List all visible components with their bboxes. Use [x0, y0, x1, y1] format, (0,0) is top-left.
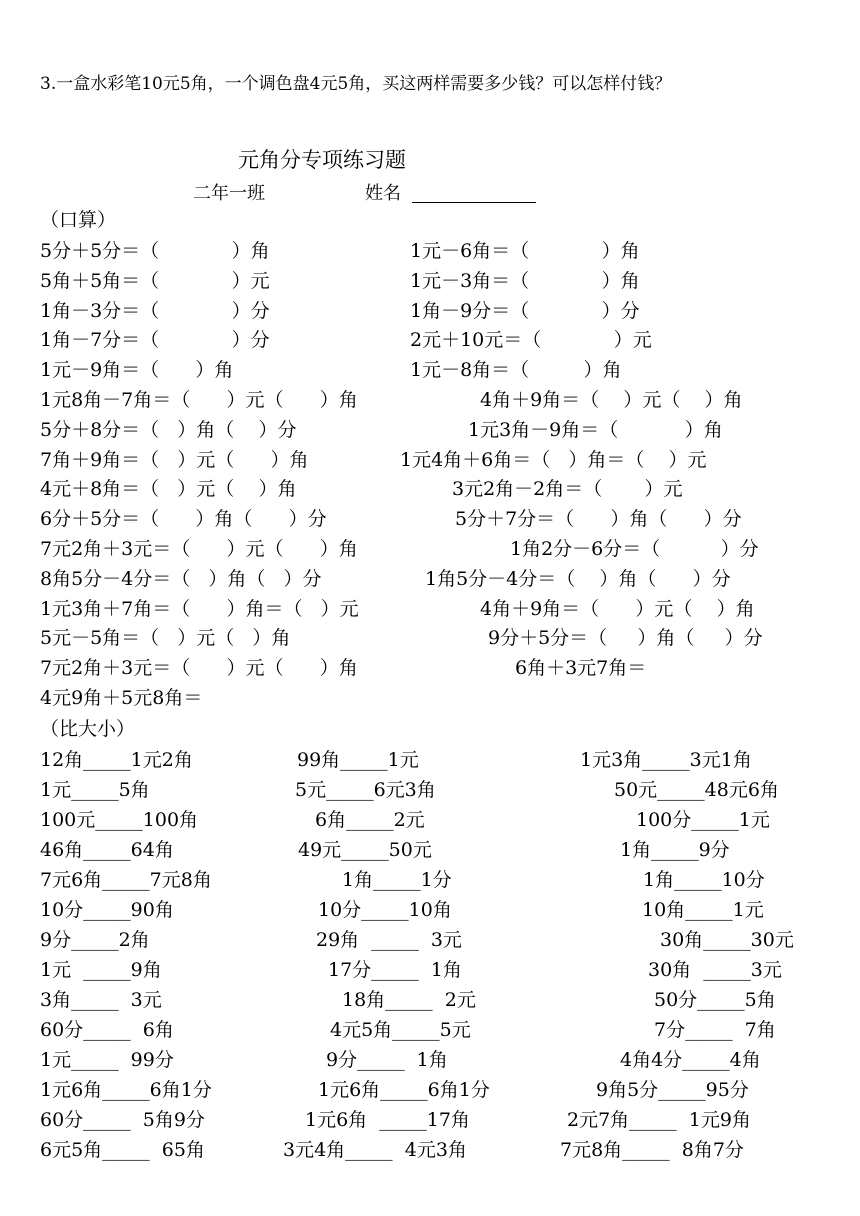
compare-item: 7元6角_____7元8角 — [40, 869, 212, 891]
oral-problem: 9分＋5分＝（ ）角（ ）分 — [488, 627, 763, 650]
compare-item: 49元_____50元 — [298, 839, 432, 861]
oral-problem: 2元＋10元＝（ ）元 — [410, 329, 652, 352]
compare-item: 1元_____5角 — [40, 779, 150, 801]
oral-problem: 7元2角＋3元＝（ ）元（ ）角 — [40, 657, 358, 680]
oral-problem: 1元－3角＝（ ）角 — [410, 269, 640, 292]
compare-item: 10角_____1元 — [642, 899, 764, 921]
compare-item: 60分_____ 6角 — [40, 1019, 174, 1041]
oral-problem: 1角－9分＝（ ）分 — [410, 299, 640, 322]
compare-item: 1元6角 _____17角 — [305, 1109, 470, 1131]
compare-item: 1角_____10分 — [643, 869, 765, 891]
name-label: 姓名 — [365, 183, 401, 204]
compare-item: 4角4分_____4角 — [620, 1049, 761, 1071]
oral-problem: 6角＋3元7角＝ — [515, 657, 647, 680]
oral-problem: 1元4角＋6角＝（ ）角＝（ ）元 — [400, 448, 707, 471]
oral-problem: 1元3角＋7角＝（ ）角＝（ ）元 — [40, 597, 359, 620]
compare-item: 99角_____1元 — [297, 749, 419, 771]
compare-item: 60分_____ 5角9分 — [40, 1109, 205, 1131]
compare-item: 1元3角_____3元1角 — [580, 749, 752, 771]
compare-item: 3角_____ 3元 — [40, 989, 162, 1011]
compare-item: 2元7角_____ 1元9角 — [567, 1109, 751, 1131]
compare-item: 1元_____ 99分 — [40, 1049, 174, 1071]
class-label: 二年一班 — [193, 183, 265, 204]
compare-item: 7元8角_____ 8角7分 — [560, 1139, 744, 1161]
oral-problem: 4角＋9角＝（ ）元（ ）角 — [480, 389, 743, 411]
name-blank-line — [412, 202, 536, 203]
compare-item: 30角_____30元 — [660, 929, 794, 951]
compare-item: 9角5分_____95分 — [596, 1079, 749, 1101]
compare-item: 100元_____100角 — [40, 809, 199, 831]
oral-problem: 1角2分－6分＝（ ）分 — [510, 538, 759, 560]
compare-item: 50分_____5角 — [654, 989, 776, 1011]
compare-item: 7分_____ 7角 — [654, 1019, 776, 1041]
oral-problem: 5分＋8分＝（ ）角（ ）分 — [40, 418, 297, 441]
compare-item: 10分_____90角 — [40, 899, 174, 921]
oral-problem: 5分＋7分＝（ ）角（ ）分 — [455, 508, 742, 531]
oral-problem: 1元－6角＝（ ）角 — [410, 240, 640, 262]
oral-heading: （口算） — [40, 209, 117, 231]
compare-item: 9分_____2角 — [40, 929, 150, 951]
compare-item: 1元6角_____6角1分 — [318, 1079, 490, 1101]
oral-problem: 4角＋9角＝（ ）元（ ）角 — [480, 597, 755, 620]
compare-item: 30角 _____3元 — [648, 959, 782, 981]
page-title: 元角分专项练习题 — [238, 148, 406, 172]
compare-item: 4元5角_____5元 — [330, 1019, 471, 1041]
compare-item: 100分_____1元 — [636, 809, 770, 831]
question-3: 3.一盒水彩笔10元5角，一个调色盘4元5角，买这两样需要多少钱？可以怎样付钱？ — [40, 74, 672, 94]
oral-problem: 6分＋5分＝（ ）角（ ）分 — [40, 508, 327, 531]
oral-problem: 7元2角＋3元＝（ ）元（ ）角 — [40, 538, 358, 560]
oral-problem: 3元2角－2角＝（ ）元 — [452, 478, 683, 501]
compare-item: 3元4角_____ 4元3角 — [283, 1139, 467, 1161]
oral-problem: 7角＋9角＝（ ）元（ ）角 — [40, 448, 309, 471]
oral-problem: 4元9角＋5元8角＝ — [40, 687, 203, 709]
oral-problem: 1角－3分＝（ ）分 — [40, 299, 270, 322]
oral-problem: 1元－9角＝（ ）角 — [40, 359, 234, 382]
compare-heading: （比大小） — [40, 718, 136, 740]
compare-item: 29角 _____ 3元 — [316, 929, 462, 951]
compare-item: 6角_____2元 — [315, 809, 425, 831]
oral-problem: 1元－8角＝（ ）角 — [410, 359, 622, 382]
oral-problem: 1角－7分＝（ ）分 — [40, 329, 270, 352]
compare-item: 17分_____ 1角 — [328, 959, 462, 981]
compare-item: 50元_____48元6角 — [614, 779, 779, 801]
oral-problem: 5分＋5分＝（ ）角 — [40, 240, 270, 262]
compare-item: 1元6角_____6角1分 — [40, 1079, 212, 1101]
oral-problem: 1角5分－4分＝（ ）角（ ）分 — [425, 567, 731, 590]
oral-problem: 8角5分－4分＝（ ）角（ ）分 — [40, 567, 322, 590]
compare-item: 5元_____6元3角 — [295, 779, 436, 801]
compare-item: 46角_____64角 — [40, 839, 174, 861]
compare-item: 1角_____9分 — [620, 839, 730, 861]
compare-item: 6元5角_____ 65角 — [40, 1139, 205, 1161]
compare-item: 9分_____ 1角 — [326, 1049, 448, 1071]
oral-problem: 4元＋8角＝（ ）元（ ）角 — [40, 478, 297, 501]
oral-problem: 5元－5角＝（ ）元（ ）角 — [40, 627, 291, 650]
oral-problem: 1元3角－9角＝（ ）角 — [468, 418, 723, 441]
oral-problem: 1元8角－7角＝（ ）元（ ）角 — [40, 389, 358, 411]
compare-item: 1元 _____9角 — [40, 959, 162, 981]
compare-item: 12角_____1元2角 — [40, 749, 193, 771]
compare-item: 18角_____ 2元 — [342, 989, 476, 1011]
compare-item: 10分_____10角 — [318, 899, 452, 921]
oral-problem: 5角＋5角＝（ ）元 — [40, 269, 270, 292]
compare-item: 1角_____1分 — [342, 869, 452, 891]
